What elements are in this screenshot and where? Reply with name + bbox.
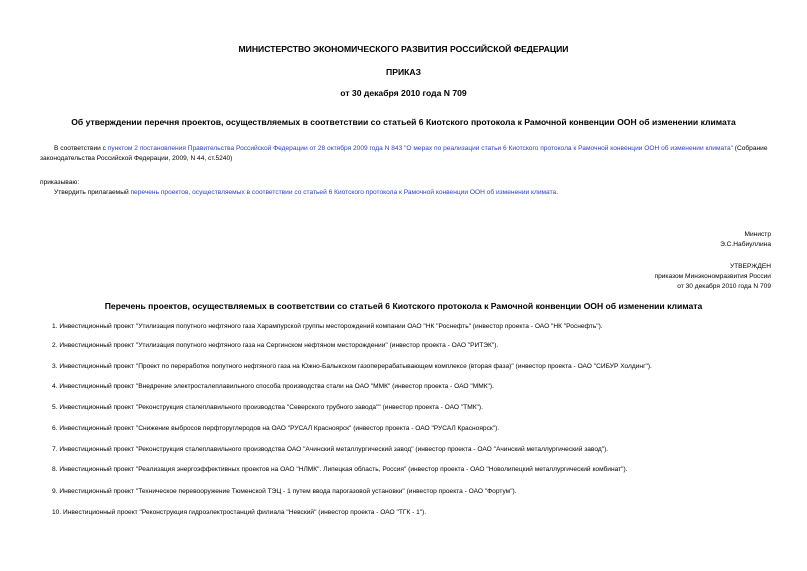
- list-item: 2. Инвестиционный проект "Утилизация попутного нефтяного газа на Сергинском нефтяном месторождении" (инвестор проекта - ОАО "РИТЭК").: [52, 342, 499, 349]
- approval-status: УТВЕРЖДЕН: [729, 263, 771, 270]
- preamble-prefix: В соответствии с: [54, 145, 108, 152]
- doc-subject: Об утверждении перечня проектов, осуществляемых в соответствии со статьей 6 Киотского протокола к Рамочной конвенции ООН об изменении климата: [71, 117, 736, 127]
- list-item: 10. Инвестиционный проект "Реконструкция гидроэлектростанций филиала "Невский" (инвестор проекта - ОАО "ТГК - 1").: [52, 509, 427, 516]
- list-item: 7. Инвестиционный проект "Реконструкция сталеплавильного производства ОАО "Ачинский металлургический завод" (инвестор проекта - ОАО "Ачинский металлургический завод").: [52, 446, 609, 453]
- order-verb: приказываю:: [40, 179, 80, 186]
- order-prefix: Утвердить прилагаемый: [54, 189, 131, 196]
- approval-by: приказом Минэкономразвития России: [654, 273, 771, 280]
- signature-position: Министр: [744, 231, 771, 238]
- doc-type-heading: ПРИКАЗ: [386, 67, 421, 77]
- list-item: 4. Инвестиционный проект "Внедрение электросталеплавильного способа производства стали на ОАО "ММК" (инвестор проекта - ОАО "ММК").: [52, 383, 494, 390]
- ministry-heading: МИНИСТЕРСТВО ЭКОНОМИЧЕСКОГО РАЗВИТИЯ РОССИЙСКОЙ ФЕДЕРАЦИИ: [238, 44, 569, 54]
- order-paragraph: [40, 188, 775, 198]
- list-item: 9. Инвестиционный проект "Техническое перевооружение Тюменской ТЭЦ - 1 путем ввода парогазовой установки" (инвестор проекта - ОАО "Фортум").: [52, 488, 517, 495]
- preamble-paragraph: [40, 144, 775, 164]
- signature-name: Э.С.Набиуллина: [720, 241, 771, 248]
- project-list-link[interactable]: перечень проектов, осуществляемых в соответствии со статьей 6 Киотского протокола к Рамочной конвенции ООН об изменении климата: [130, 189, 557, 196]
- decree-link[interactable]: пунктом 2 постановления Правительства Российской Федерации от 28 октября 2009 года N 843 "О мерах по реализации статьи 6 Киотского протокола к Рамочной конвенции ООН об изменении климата": [107, 145, 733, 152]
- list-item: 8. Инвестиционный проект "Реализация энергоэффективных проектов на ОАО "НЛМК". Липецкая область, Россия" (инвестор проекта - ОАО "Новолипецкий металлургический комбинат").: [52, 466, 628, 473]
- list-item: 6. Инвестиционный проект "Снижение выбросов перфторуглеродов на ОАО "РУСАЛ Красноярск" (инвестор проекта - ОАО "РУСАЛ Красноярск").: [52, 425, 500, 432]
- list-item: 3. Инвестиционный проект "Проект по переработке попутного нефтяного газа на Южно-Балыкском газоперерабатывающем комплексе (вторая фаза)" (инвестор проекта - ОАО "СИБУР Холдинг").: [52, 363, 652, 370]
- list-item: 1. Инвестиционный проект "Утилизация попутного нефтяного газа Харампурской группы месторождений компании ОАО "НК "Роснефть" (инвестор проекта - ОАО "НК "Роснефть").: [52, 323, 603, 330]
- list-title: Перечень проектов, осуществляемых в соответствии со статьей 6 Киотского протокола к Рамочной конвенции ООН об изменении климата: [104, 301, 703, 311]
- approval-date: от 30 декабря 2010 года N 709: [677, 283, 771, 290]
- doc-date-number: от 30 декабря 2010 года N 709: [340, 88, 467, 98]
- preamble-suffix: (Собрание законодательства Российской Федерации, 2009, N 44, ст.5240): [40, 145, 768, 162]
- order-suffix: .: [556, 189, 559, 196]
- approval-block: [655, 262, 772, 292]
- signature-block: [720, 230, 771, 250]
- list-item: 5. Инвестиционный проект "Реконструкция сталеплавильного производства "Северского трубного завода"" (инвестор проекта - ОАО "ТМК").: [52, 404, 483, 411]
